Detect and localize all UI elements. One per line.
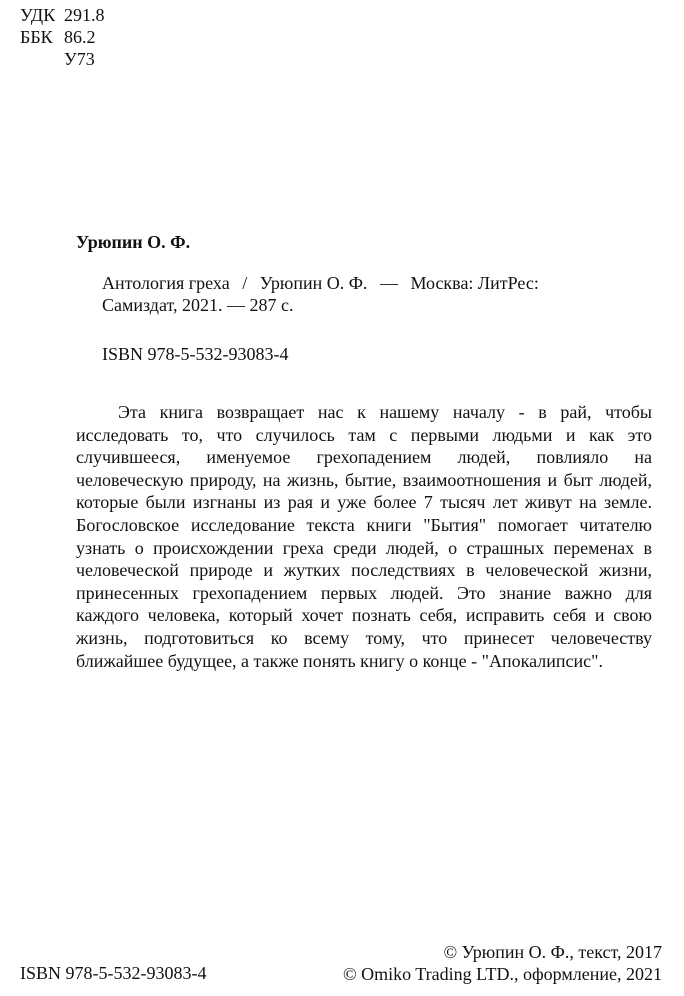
bbk-value: 86.2 <box>64 27 96 47</box>
udk-row <box>20 4 180 26</box>
abstract-text: Эта книга возвращает нас к нашему началу - в рай, чтобы исследовать то, что случилось там с первыми людьми и как это случившееся, именуемое грехопадением людей, повлияло на человеческую природу, на жизнь, бытие, взаимоотношения и быт людей, которые были изгнаны из рая и уже более 7 тысяч лет живут на земле. Богословское исследование текста книги "Бытия" помогает читателю узнать о происхождении греха среди людей, о страшных переменах в человеческой природе и жутких последствиях в человеческой жизни, принесенных грехопадением первых людей. Это знание важно для каждого человека, который хочет познать себя, исправить себя и свою жизнь, подготовиться ко всему тому, что принесет человечеству ближайшее будущее, а также понять книгу о конце - "Апокалипсис". <box>76 402 652 671</box>
udk-value: 291.8 <box>64 5 105 25</box>
bbk-label: ББК <box>20 27 53 47</box>
udk-label: УДК <box>20 5 56 25</box>
biblio-line-2: Самиздат, 2021. — 287 с. <box>102 295 294 315</box>
title-slash: / <box>242 273 248 293</box>
biblio-line-1 <box>102 272 662 294</box>
bibliographic-record <box>102 272 662 316</box>
biblio-dash: — <box>379 273 398 293</box>
author-mark-row <box>20 48 180 70</box>
classification-block <box>20 4 180 70</box>
copyright-block <box>343 941 662 985</box>
author-heading: Урюпин О. Ф. <box>76 232 191 252</box>
copyright-design-line: © Omiko Trading LTD., оформление, 2021 <box>342 964 662 984</box>
isbn-top: ISBN 978-5-532-93083-4 <box>102 344 289 364</box>
isbn-bottom: ISBN 978-5-532-93083-4 <box>20 963 207 983</box>
book-title: Антология греха <box>102 273 230 293</box>
copyright-text-line: © Урюпин О. Ф., текст, 2017 <box>443 942 662 962</box>
biblio-author: Урюпин О. Ф. <box>259 273 368 293</box>
bbk-row <box>20 26 180 48</box>
city-publisher: Москва: ЛитРес: <box>410 273 539 293</box>
author-mark: У73 <box>64 49 95 69</box>
